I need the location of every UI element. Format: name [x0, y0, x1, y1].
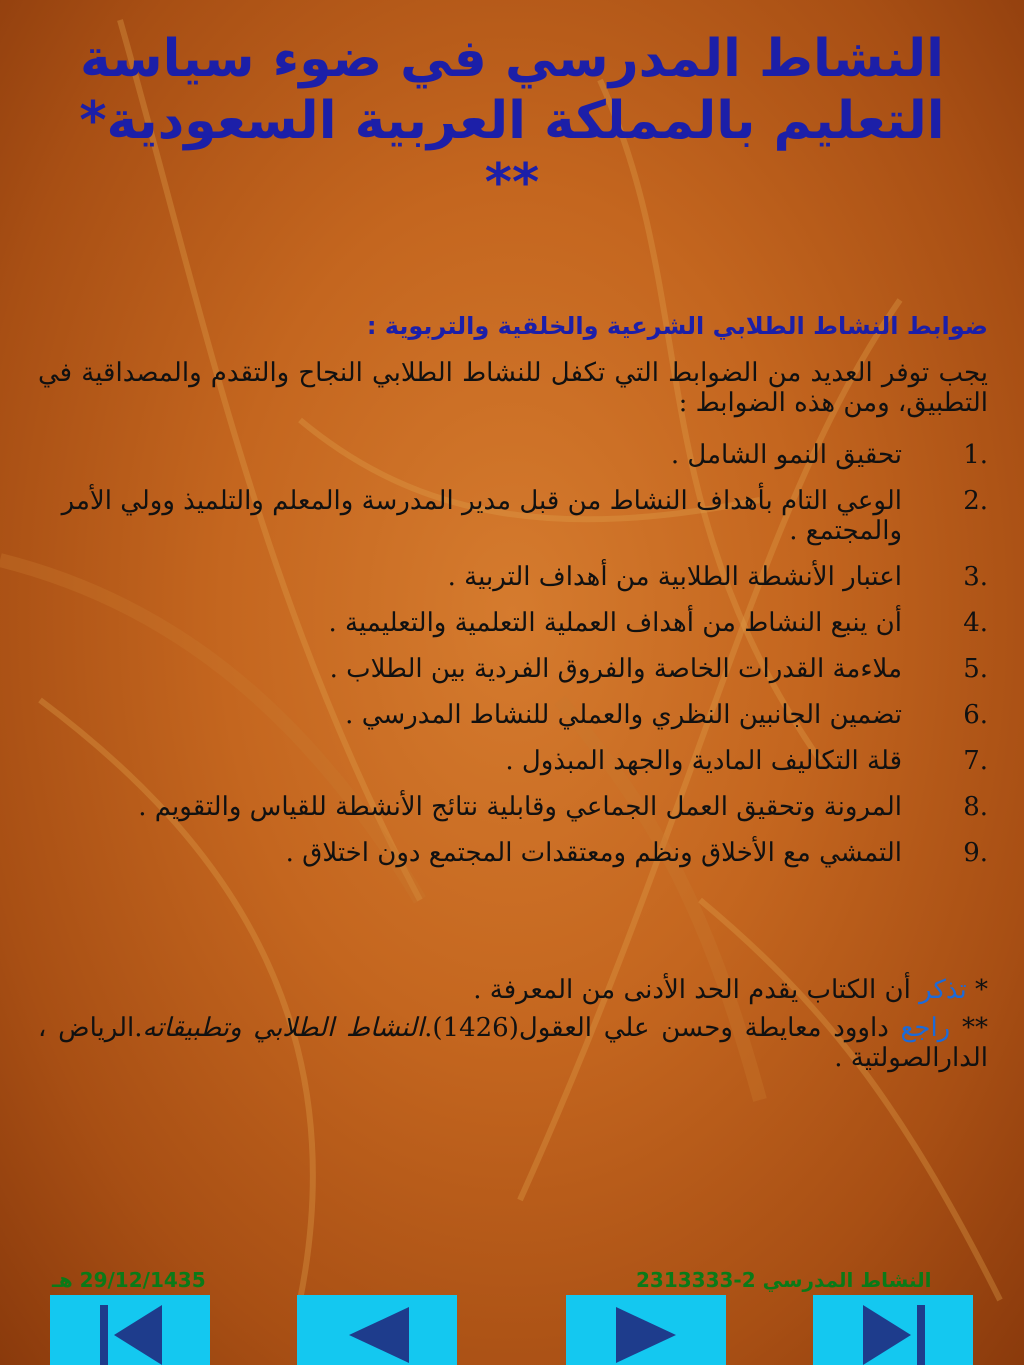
item-text: التمشي مع الأخلاق ونظم ومعتقدات المجتمع دون اختلاق .	[285, 838, 902, 868]
title-line-3: **	[484, 153, 540, 213]
item-text: اعتبار الأنشطة الطلابية من أهداف التربية .	[447, 562, 902, 592]
item-number: 2.	[963, 486, 988, 516]
notes	[38, 975, 988, 1081]
item-text: تحقيق النمو الشامل .	[670, 440, 902, 470]
item-text: قلة التكاليف المادية والجهد المبذول .	[505, 746, 902, 776]
item-number: 9.	[963, 838, 988, 868]
next-slide-button[interactable]	[566, 1295, 726, 1365]
previous-slide-icon	[297, 1295, 457, 1365]
item-text: أن ينبع النشاط من أهداف العملية التعلمية والتعليمية .	[328, 608, 902, 638]
item-number: 3.	[963, 562, 988, 592]
list-item	[38, 562, 988, 592]
title-line-1: النشاط المدرسي في ضوء سياسة	[79, 29, 945, 89]
list-item	[38, 654, 988, 684]
note-star: **	[950, 1013, 988, 1043]
footer-date: 29/12/1435 هـ	[52, 1268, 206, 1292]
list-item	[38, 838, 988, 868]
list-item	[38, 440, 988, 470]
page-title	[30, 28, 994, 214]
item-number: 8.	[963, 792, 988, 822]
note-star: *	[966, 975, 988, 1005]
list-item	[38, 700, 988, 730]
item-number: 4.	[963, 608, 988, 638]
first-slide-button[interactable]	[50, 1295, 210, 1365]
reference-authors: داوود معايطة وحسن علي العقول(1426).	[424, 1013, 901, 1043]
item-text: ملاءمة القدرات الخاصة والفروق الفردية بين الطلاب .	[329, 654, 902, 684]
list-item	[38, 486, 988, 546]
note-reference	[38, 1013, 988, 1073]
note-remember	[38, 975, 988, 1005]
item-text: المرونة وتحقيق العمل الجماعي وقابلية نتائج الأنشطة للقياس والتقويم .	[138, 792, 902, 822]
last-slide-button[interactable]	[813, 1295, 973, 1365]
note-keyword: تذكر	[919, 975, 967, 1005]
first-slide-icon	[50, 1295, 210, 1365]
section-heading: ضوابط النشاط الطلابي الشرعية والخلقية والتربوية :	[366, 312, 988, 340]
footer-course: النشاط المدرسي 2-2313333	[636, 1268, 932, 1292]
item-text: تضمين الجانبين النظري والعملي للنشاط المدرسي .	[345, 700, 902, 730]
list-item	[38, 792, 988, 822]
controls-list	[38, 440, 988, 884]
previous-slide-button[interactable]	[297, 1295, 457, 1365]
title-line-2: التعليم بالمملكة العربية السعودية*	[79, 91, 945, 151]
item-text: الوعي التام بأهداف النشاط من قبل مدير المدرسة والمعلم والتلميذ وولي الأمر والمجتمع .	[61, 486, 902, 546]
list-item	[38, 746, 988, 776]
note-text: أن الكتاب يقدم الحد الأدنى من المعرفة .	[473, 975, 920, 1005]
last-slide-icon	[813, 1295, 973, 1365]
item-number: 6.	[963, 700, 988, 730]
list-item	[38, 608, 988, 638]
intro-paragraph: يجب توفر العديد من الضوابط التي تكفل للنشاط الطلابي النجاح والتقدم والمصداقية في التطبيق، ومن هذه الضوابط :	[38, 358, 988, 418]
next-slide-icon	[566, 1295, 726, 1365]
item-number: 5.	[963, 654, 988, 684]
note-keyword: راجع	[900, 1013, 951, 1043]
item-number: 7.	[963, 746, 988, 776]
reference-book-title: النشاط الطلابي وتطبيقاته	[142, 1013, 425, 1043]
item-number: 1.	[963, 440, 988, 470]
reference-publisher: .الرياض ، الدارالصولتية .	[38, 1013, 988, 1073]
